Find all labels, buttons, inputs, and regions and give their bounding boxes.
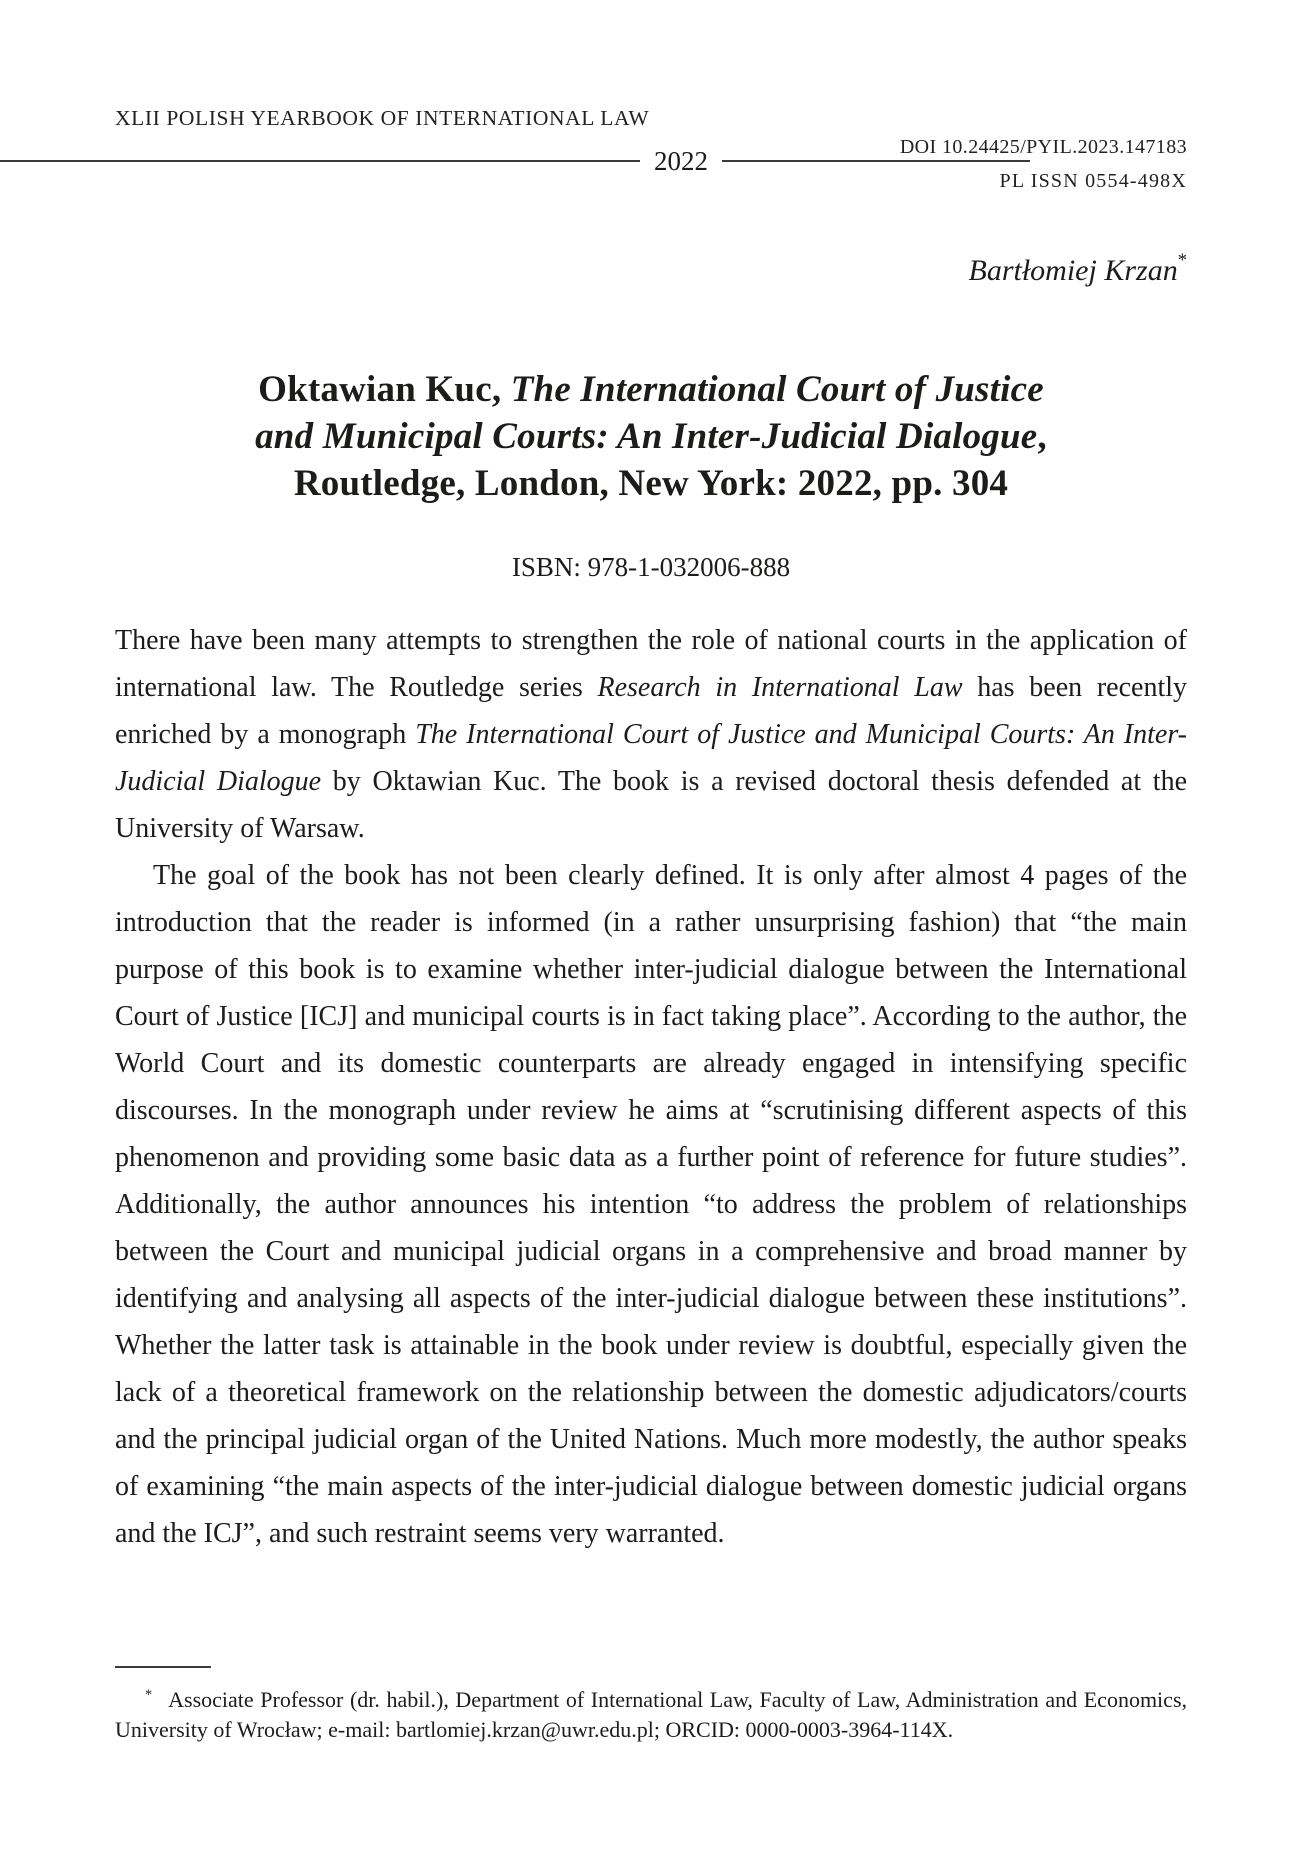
paragraph-1 [115,617,1187,852]
text-segment: Research in International Law [597,672,963,703]
text-segment: , [1037,416,1047,457]
text-segment: by Oktawian Kuc. The book is a revised doctoral thesis defended at the University of Warsaw. [115,766,1188,844]
paragraph-2 [115,852,1187,1557]
text-segment: and Municipal Courts: An Inter-Judicial Dialogue [255,416,1038,457]
author-footnote-mark: * [1177,250,1187,271]
book-title-line-1 [115,366,1187,413]
author-line [115,242,1187,290]
text-segment: The International Court of Justice and Municipal Courts: An Inter-Judicial Dialogue [115,719,1187,797]
text-segment: The goal of the book has not been clearly defined. It is only after almost 4 pages of the introduction that the reader is informed (in a rather unsurprising fashion) that “the main purpose of this book is to examine whether inter-judicial dialogue between the International Court of Justice [ICJ] and municipal courts is in fact taking place”. According to the author, the World Court and its domestic counterparts are already engaged in intensifying specific discourses. In the monograph under review he aims at “scrutinising different aspects of this phenomenon and providing some basic data as a further point of reference for future studies”. Additionally, the author announces his intention “to address the problem of relationships between the Court and municipal judicial organs in a comprehensive and broad manner by identifying and analysing all aspects of the inter-judicial dialogue between these institutions”. Whether the latter task is attainable in the book under review is doubtful, especially given the lack of a theoretical framework on the relationship between the domestic adjudicators/courts and the principal judicial organ of the United Nations. Much more modestly, the author speaks of examining “the main aspects of the inter-judicial dialogue between domestic judicial organs and the ICJ”, and such restraint seems very warranted. [115,860,1187,1549]
review-author-name: Bartłomiej Krzan [968,254,1178,287]
footnote-text: Associate Professor (dr. habil.), Department of International Law, Faculty of Law, Administration and Economics, University of Wrocław; e-mail: bartlomiej.krzan@uwr.edu.pl; ORCID: 0000-0003-3964-114X. [115,1687,1187,1742]
footnote-area [115,1666,1187,1745]
book-title [115,366,1187,507]
page-header [115,0,1187,192]
header-rule-left [0,160,640,162]
text-segment: The International Court of Justice [510,369,1044,410]
issn-text: PL ISSN 0554-498X [999,170,1187,192]
text-segment: Routledge, London, New York: 2022, pp. 304 [293,463,1009,504]
text-segment: has been recently enriched by a monograph [115,672,1187,750]
footnote-rule [115,1666,211,1668]
isbn-line: ISBN: 978-1-032006-888 [511,552,791,582]
book-title-line-3 [115,460,1187,507]
footnote-mark: * [145,1687,153,1703]
footnote [115,1680,1187,1745]
text-segment: Oktawian Kuc, [258,369,511,410]
book-title-line-2 [115,413,1187,460]
doi-text: DOI 10.24425/PYIL.2023.147183 [899,136,1187,158]
text-segment: There have been many attempts to strengthen the role of national courts in the application of international law. The Routledge series [115,625,1187,703]
review-body [115,617,1187,1557]
journal-title: XLII POLISH YEARBOOK OF INTERNATIONAL LAW [115,106,650,130]
header-rule-right [722,160,1030,162]
volume-year: 2022 [654,146,708,176]
